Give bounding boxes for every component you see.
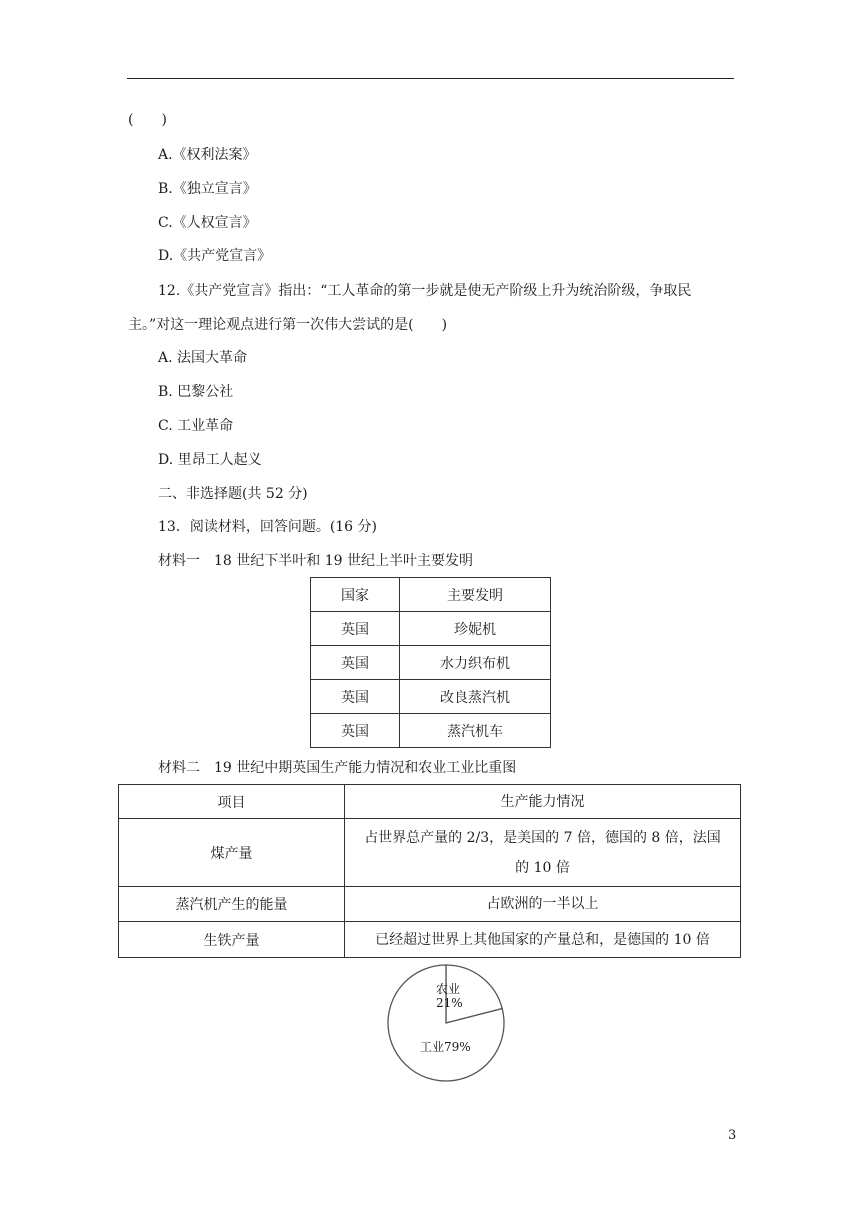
agriculture-industry-pie-chart bbox=[386, 963, 506, 1083]
q12-option-b: B. 巴黎公社 bbox=[158, 384, 234, 400]
material1-title: 材料一 18 世纪下半叶和 19 世纪上半叶主要发明 bbox=[158, 553, 473, 569]
slice-label-industry: 工业79% bbox=[420, 1040, 471, 1054]
header-item: 项目 bbox=[119, 785, 345, 819]
table-row bbox=[119, 922, 741, 958]
table-row bbox=[311, 714, 551, 748]
q11-option-b: B.《独立宣言》 bbox=[158, 181, 257, 197]
cell-capacity-line1: 占世界总产量的 2/3，是美国的 7 倍，德国的 8 倍，法国 bbox=[364, 829, 721, 846]
cell-country: 英国 bbox=[311, 612, 400, 646]
q12-option-c: C. 工业革命 bbox=[158, 418, 234, 434]
cell-capacity: 已经超过世界上其他国家的产量总和，是德国的 10 倍 bbox=[345, 922, 741, 958]
cell-capacity bbox=[345, 819, 741, 887]
table-row bbox=[311, 612, 551, 646]
q12-stem-line1: 12.《共产党宣言》指出：“工人革命的第一步就是使无产阶级上升为统治阶级，争取民 bbox=[158, 283, 692, 299]
material2-title: 材料二 19 世纪中期英国生产能力情况和农业工业比重图 bbox=[158, 760, 517, 776]
cell-country: 英国 bbox=[311, 680, 400, 714]
cell-item: 煤产量 bbox=[119, 819, 345, 887]
cell-capacity: 占欧洲的一半以上 bbox=[345, 887, 741, 922]
header-country: 国家 bbox=[311, 578, 400, 612]
q12-option-a: A. 法国大革命 bbox=[158, 350, 248, 366]
cell-invention: 改良蒸汽机 bbox=[400, 680, 551, 714]
cell-invention: 水力织布机 bbox=[400, 646, 551, 680]
table-row bbox=[119, 887, 741, 922]
page-number: 3 bbox=[728, 1128, 737, 1143]
q11-option-c: C.《人权宣言》 bbox=[158, 215, 257, 231]
table-row bbox=[119, 819, 741, 887]
header-capacity: 生产能力情况 bbox=[345, 785, 741, 819]
header-invention: 主要发明 bbox=[400, 578, 551, 612]
production-capacity-table bbox=[118, 784, 741, 958]
cell-country: 英国 bbox=[311, 714, 400, 748]
section-heading: 二、非选择题(共 52 分) bbox=[158, 486, 308, 502]
table-row bbox=[311, 680, 551, 714]
table-row bbox=[311, 646, 551, 680]
inventions-table bbox=[310, 577, 551, 748]
cell-item: 生铁产量 bbox=[119, 922, 345, 958]
q11-option-a: A.《权利法案》 bbox=[158, 147, 257, 163]
cell-capacity-line2: 的 10 倍 bbox=[515, 859, 570, 876]
slice-label-agriculture: 农业 bbox=[436, 982, 461, 996]
q12-stem-line2: 主。”对这一理论观点进行第一次伟大尝试的是( ) bbox=[128, 317, 448, 333]
cell-item: 蒸汽机产生的能量 bbox=[119, 887, 345, 922]
slice-value-agriculture: 21% bbox=[436, 996, 463, 1010]
table-header-row bbox=[119, 785, 741, 819]
cell-invention: 珍妮机 bbox=[400, 612, 551, 646]
cell-invention: 蒸汽机车 bbox=[400, 714, 551, 748]
cell-country: 英国 bbox=[311, 646, 400, 680]
q12-option-d: D. 里昂工人起义 bbox=[158, 452, 262, 468]
q11-option-d: D.《共产党宣言》 bbox=[158, 248, 272, 264]
table-header-row bbox=[311, 578, 551, 612]
header-rule bbox=[127, 78, 734, 79]
q11-answer-paren: ( ) bbox=[128, 112, 167, 128]
q13-stem: 13．阅读材料，回答问题。(16 分) bbox=[158, 519, 378, 535]
